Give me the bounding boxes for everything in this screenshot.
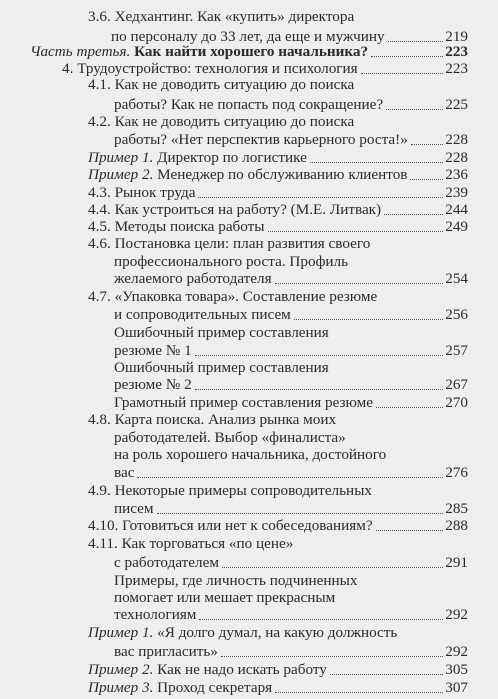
toc-line: [88, 677, 468, 699]
page-number: 292: [445, 642, 468, 660]
section-title: с работодателем: [114, 553, 219, 571]
dot-leader: [195, 355, 444, 356]
section-number: 4.4.: [88, 200, 111, 218]
dot-leader: [330, 674, 443, 675]
section-title: Как не доводить ситуацию до поиска: [114, 112, 355, 130]
section-title: работы? Как не попасть под сокращение?: [114, 96, 384, 114]
page-number: 239: [445, 183, 468, 201]
dot-leader: [157, 513, 444, 514]
example-label: Пример 2.: [88, 660, 154, 678]
section-title: работы? «Нет перспектив карьерного роста!»: [114, 130, 408, 148]
subsection-title: Грамотный пример составления резюме: [114, 393, 374, 411]
section-title: Рынок труда: [114, 183, 196, 201]
subsection-title: Ошибочный пример составления: [114, 324, 329, 342]
section-number: 4.6.: [88, 235, 111, 253]
example-title: Директор по логистике: [157, 148, 307, 166]
section-title: Как устроиться на работу? (М.Е. Литвак): [114, 200, 382, 218]
page-number: 228: [445, 148, 468, 166]
subsection-title: резюме № 1: [114, 341, 192, 359]
section-title: Как не доводить ситуацию до поиска: [114, 76, 355, 94]
dot-leader: [361, 73, 444, 74]
example-label: Пример 2.: [88, 166, 154, 184]
section-number: 4.5.: [88, 218, 111, 235]
section-title: профессионального роста. Профиль: [114, 252, 349, 270]
section-title: вас: [114, 463, 135, 481]
toc-line: [88, 74, 354, 96]
example-title: Проход секретаря: [157, 679, 273, 696]
section-title: Некоторые примеры сопроводительных: [114, 481, 372, 499]
dot-leader: [410, 179, 443, 180]
dot-leader: [294, 319, 443, 320]
page-number: 223: [445, 59, 468, 77]
dot-leader: [221, 656, 443, 657]
dot-leader: [371, 56, 443, 57]
subsection-title: технологиям: [114, 606, 197, 624]
dot-leader: [275, 283, 444, 284]
page-number: 223: [445, 42, 468, 60]
page-number: 270: [445, 393, 468, 411]
section-title: работодателей. Выбор «финалиста»: [114, 429, 346, 446]
page-number: 292: [445, 606, 468, 624]
section-number: 4.10.: [88, 517, 119, 535]
section-title: Хедхантинг. Как «купить» директора: [114, 8, 355, 25]
page-number: 256: [445, 306, 468, 324]
example-title: Как не надо искать работу: [157, 660, 327, 678]
section-title: на роль хорошего начальника, достойного: [114, 446, 387, 464]
page-number: 219: [445, 28, 468, 45]
section-title: Готовиться или нет к собеседованиям?: [122, 517, 373, 535]
section-number: 4.7.: [88, 288, 111, 305]
dot-leader: [376, 530, 444, 531]
dot-leader: [275, 692, 443, 693]
section-title: по персоналу до 33 лет, да еще и мужчину: [111, 28, 385, 45]
section-title: Карта поиска. Анализ рынка моих: [114, 410, 337, 428]
page-number: 244: [445, 200, 468, 218]
dot-leader: [195, 389, 444, 390]
dot-leader: [384, 214, 443, 215]
section-number: 3.6.: [88, 8, 111, 25]
section-title: «Упаковка товара». Составление резюме: [114, 288, 378, 305]
example-title: вас пригласить»: [114, 642, 218, 660]
subsection-title: резюме № 2: [114, 376, 192, 394]
page-number: 305: [445, 660, 468, 678]
page-number: 257: [445, 341, 468, 359]
example-label: Пример 3.: [88, 679, 154, 696]
chapter-number: 4.: [62, 59, 74, 77]
dot-leader: [199, 619, 443, 620]
section-number: 4.9.: [88, 481, 111, 499]
page-number: 307: [445, 679, 468, 696]
example-label: Пример 1.: [88, 624, 154, 642]
page-number: 267: [445, 376, 468, 394]
section-number: 4.8.: [88, 410, 111, 428]
subsection-title: Примеры, где личность подчиненных: [114, 571, 358, 589]
part-label: Часть третья.: [30, 42, 131, 60]
section-title: и сопроводительных писем: [114, 306, 291, 324]
page-number: 285: [445, 499, 468, 517]
part-title: Как найти хорошего начальника?: [134, 42, 369, 60]
toc-line: [88, 6, 354, 28]
subsection-title: Ошибочный пример составления: [114, 359, 329, 376]
section-number: 4.2.: [88, 112, 111, 130]
dot-leader: [268, 231, 444, 232]
page-number: 228: [445, 130, 468, 148]
page-number: 236: [445, 166, 468, 184]
section-title: писем: [114, 499, 154, 517]
dot-leader: [137, 477, 443, 478]
section-number: 4.1.: [88, 76, 111, 94]
dot-leader: [386, 109, 443, 110]
example-title: Менеджер по обслуживанию клиентов: [157, 166, 408, 184]
page-number: 249: [445, 218, 468, 235]
chapter-title: Трудоустройство: технология и психология: [77, 59, 358, 77]
page-number: 225: [445, 96, 468, 114]
page-number: 288: [445, 517, 468, 535]
section-title: Методы поиска работы: [114, 218, 265, 235]
example-label: Пример 1.: [88, 148, 154, 166]
dot-leader: [310, 162, 443, 163]
subsection-title: помогает или мешает прекрасным: [114, 589, 336, 606]
page-number: 291: [445, 553, 468, 571]
section-title: Постановка цели: план развития своего: [114, 235, 371, 253]
section-title: желаемого работодателя: [114, 269, 272, 287]
page-number: 276: [445, 463, 468, 481]
dot-leader: [411, 144, 443, 145]
section-number: 4.11.: [88, 535, 118, 553]
dot-leader: [198, 197, 443, 198]
section-title: Как торговаться «по цене»: [121, 535, 294, 553]
dot-leader: [376, 407, 443, 408]
example-title: «Я долго думал, на какую должность: [157, 624, 398, 642]
page-number: 254: [445, 269, 468, 287]
section-number: 4.3.: [88, 183, 111, 201]
dot-leader: [222, 567, 443, 568]
